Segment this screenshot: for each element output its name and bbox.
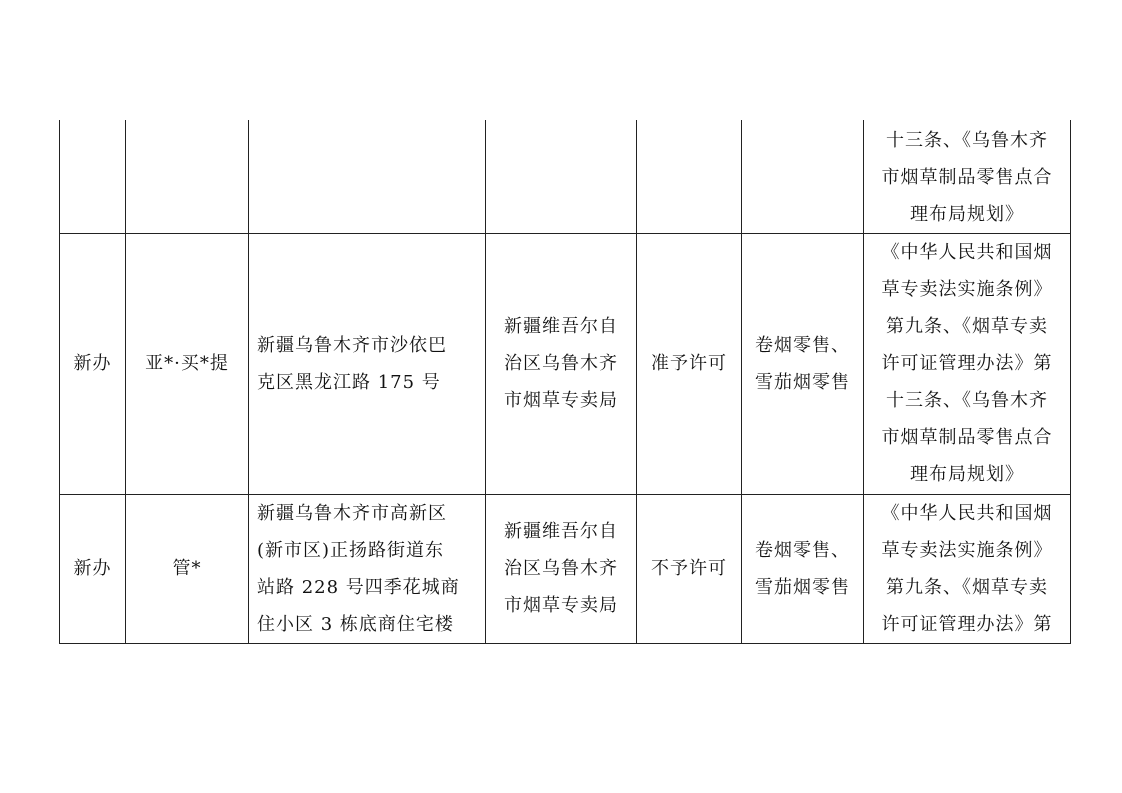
authority-cell-line: 治区乌鲁木齐 <box>504 558 618 579</box>
authority-cell-line: 新疆维吾尔自 <box>504 316 618 337</box>
name-cell: 管* <box>126 494 249 643</box>
authority-cell-line: 新疆维吾尔自 <box>504 521 618 542</box>
table-row <box>60 233 1071 494</box>
basis-cell-line: 十三条、《乌鲁木齐 <box>886 129 1048 151</box>
authority-cell-line: 市烟草专卖局 <box>504 595 618 616</box>
scope-cell <box>742 233 864 494</box>
basis-cell-line: 市烟草制品零售点合 <box>881 427 1053 448</box>
address-cell <box>249 233 486 494</box>
basis-cell-line: 许可证管理办法》第 <box>881 353 1053 374</box>
table-row <box>60 494 1071 643</box>
basis-cell-line: 草专卖法实施条例》 <box>881 279 1053 300</box>
address-cell <box>249 494 486 643</box>
license-table <box>59 120 1071 644</box>
basis-cell-line: 第九条、《烟草专卖 <box>886 576 1048 598</box>
basis-cell-line: 市烟草制品零售点合 <box>881 166 1053 188</box>
type-cell <box>60 120 126 233</box>
type-cell: 新办 <box>60 233 126 494</box>
basis-cell-line: 《中华人民共和国烟 <box>881 242 1053 263</box>
authority-cell <box>486 120 637 233</box>
name-cell: 亚*·买*提 <box>126 233 249 494</box>
table-row <box>60 120 1071 233</box>
basis-cell-line: 草专卖法实施条例》 <box>881 539 1053 561</box>
scope-cell-line: 卷烟零售、 <box>755 334 850 356</box>
decision-cell: 不予许可 <box>637 494 742 643</box>
scope-cell <box>742 120 864 233</box>
address-cell-line: 住小区 3 栋底商住宅楼 <box>257 613 454 635</box>
address-cell-line: 站路 228 号四季花城商 <box>257 576 460 598</box>
address-cell-line: (新市区)正扬路街道东 <box>257 539 445 561</box>
authority-cell-line: 市烟草专卖局 <box>504 390 618 411</box>
basis-cell <box>864 233 1071 494</box>
authority-cell <box>486 494 637 643</box>
basis-cell-line: 理布局规划》 <box>910 203 1024 225</box>
authority-cell-line: 治区乌鲁木齐 <box>504 353 618 374</box>
basis-cell-line: 第九条、《烟草专卖 <box>886 316 1048 337</box>
scope-cell-line: 雪茄烟零售 <box>755 371 850 393</box>
basis-cell-line: 理布局规划》 <box>910 464 1024 485</box>
basis-cell-line: 十三条、《乌鲁木齐 <box>886 390 1048 411</box>
type-cell: 新办 <box>60 494 126 643</box>
decision-cell: 准予许可 <box>637 233 742 494</box>
authority-cell <box>486 233 637 494</box>
basis-cell <box>864 120 1071 233</box>
name-cell <box>126 120 249 233</box>
address-cell <box>249 120 486 233</box>
address-cell-line: 新疆乌鲁木齐市高新区 <box>257 502 447 524</box>
basis-cell-line: 《中华人民共和国烟 <box>881 502 1053 524</box>
address-cell-line: 克区黑龙江路 175 号 <box>257 371 441 393</box>
address-cell-line: 新疆乌鲁木齐市沙依巴 <box>257 334 447 356</box>
basis-cell-line: 许可证管理办法》第 <box>881 613 1053 635</box>
basis-cell <box>864 494 1071 643</box>
scope-cell <box>742 494 864 643</box>
scope-cell-line: 卷烟零售、 <box>755 539 850 561</box>
decision-cell <box>637 120 742 233</box>
scope-cell-line: 雪茄烟零售 <box>755 576 850 598</box>
